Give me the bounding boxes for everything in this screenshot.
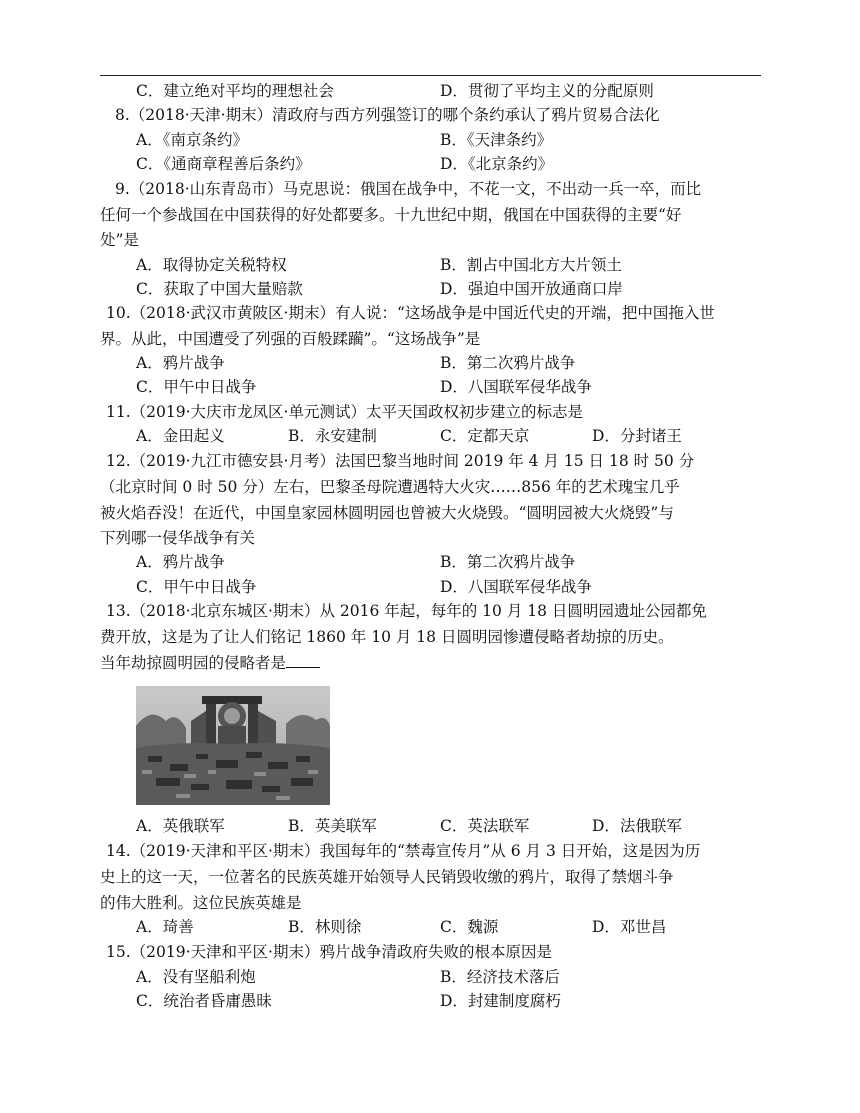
q14-stem-line-3: 的伟大胜利。这位民族英雄是: [100, 894, 302, 912]
q9-stem-line-3: 处”是: [100, 231, 139, 249]
q9-stem-line-2: 任何一个参战国在中国获得的好处都要多。十九世纪中期，俄国在中国获得的主要“好: [100, 206, 682, 224]
q8-option-a[interactable]: A．《南京条约》: [136, 131, 248, 149]
q15-option-c[interactable]: C．统治者昏庸愚昧: [136, 992, 272, 1010]
q8-option-c[interactable]: C．《通商章程善后条约》: [136, 155, 311, 173]
q14-stem-line-2: 史上的这一天，一位著名的民族英雄开始领导人民销毁收缴的鸦片，取得了禁烟斗争: [100, 868, 674, 886]
q11-option-d[interactable]: D．分封诸王: [592, 427, 682, 445]
q9-option-b[interactable]: B．割占中国北方大片领土: [440, 256, 622, 274]
q15-option-d[interactable]: D．封建制度腐朽: [440, 992, 561, 1010]
q9-option-c[interactable]: C．获取了中国大量赔款: [136, 280, 303, 298]
q13-option-d[interactable]: D．法俄联军: [592, 817, 682, 835]
q11-option-b[interactable]: B．永安建制: [288, 427, 377, 445]
q9-stem-line-1: 9.（2018·山东青岛市）马克思说：俄国在战争中，不花一文，不出动一兵一卒，而比: [115, 180, 702, 198]
q13-option-b[interactable]: B．英美联军: [288, 817, 377, 835]
answer-blank[interactable]: [286, 653, 320, 668]
q15-stem: 15.（2019·天津和平区·期末）鸦片战争清政府失败的根本原因是: [106, 943, 552, 961]
q9-option-a[interactable]: A．取得协定关税特权: [136, 256, 287, 274]
q14-stem-line-1: 14.（2019·天津和平区·期末）我国每年的“禁毒宣传月”从 6 月 3 日开始，这是因为历: [106, 842, 701, 860]
q12-stem-line-4: 下列哪一侵华战争有关: [100, 529, 256, 547]
q8-option-b[interactable]: B．《天津条约》: [440, 131, 553, 149]
q13-option-a[interactable]: A．英俄联军: [136, 817, 225, 835]
header-rule: [100, 75, 761, 76]
q12-option-b[interactable]: B．第二次鸦片战争: [440, 553, 576, 571]
q11-option-c[interactable]: C．定都天京: [440, 427, 530, 445]
q8-option-d[interactable]: D．《北京条约》: [440, 155, 554, 173]
q12-stem-line-3: 被火焰吞没！在近代，中国皇家园林圆明园也曾被大火烧毁。“圆明园被大火烧毁”与: [100, 504, 674, 522]
q13-stem-line-3: [100, 652, 320, 675]
q14-option-c[interactable]: C．魏源: [440, 918, 499, 936]
q12-option-d[interactable]: D．八国联军侵华战争: [440, 578, 592, 596]
q9-option-d[interactable]: D．强迫中国开放通商口岸: [440, 280, 623, 298]
q11-option-a[interactable]: A．金田起义: [136, 427, 225, 445]
q11-stem: 11.（2019·大庆市龙凤区·单元测试）太平天国政权初步建立的标志是: [106, 403, 583, 421]
yuanmingyuan-ruins-photo: [136, 686, 330, 805]
q10-stem-line-1: 10.（2018·武汉市黄陂区·期末）有人说：“这场战争是中国近代史的开端，把中国拖入世: [106, 304, 715, 322]
q10-option-b[interactable]: B．第二次鸦片战争: [440, 354, 576, 372]
q15-option-b[interactable]: B．经济技术落后: [440, 968, 560, 986]
q7-option-c[interactable]: C．建立绝对平均的理想社会: [136, 82, 334, 100]
q13-option-c[interactable]: C．英法联军: [440, 817, 530, 835]
q13-stem-line-1: 13.（2018·北京东城区·期末）从 2016 年起，每年的 10 月 18 日圆明园遗址公园都免: [106, 602, 707, 620]
q12-stem-line-2: （北京时间 0 时 50 分）左右，巴黎圣母院遭遇特大火灾……856 年的艺术瑰宝几乎: [100, 478, 680, 496]
q8-stem: 8.（2018·天津·期末）清政府与西方列强签订的哪个条约承认了鸦片贸易合法化: [115, 106, 660, 124]
q10-stem-line-2: 界。从此，中国遭受了列强的百般蹂躏”。“这场战争”是: [100, 330, 481, 348]
q15-option-a[interactable]: A．没有坚船利炮: [136, 968, 256, 986]
q10-option-d[interactable]: D．八国联军侵华战争: [440, 378, 592, 396]
q12-stem-line-1: 12.（2019·九江市德安县·月考）法国巴黎当地时间 2019 年 4 月 15 日 18 时 50 分: [106, 452, 695, 470]
q14-option-a[interactable]: A．琦善: [136, 918, 194, 936]
q12-option-a[interactable]: A．鸦片战争: [136, 553, 225, 571]
q10-option-c[interactable]: C．甲午中日战争: [136, 378, 257, 396]
q13-stem-line-2: 费开放，这是为了让人们铭记 1860 年 10 月 18 日圆明园惨遭侵略者劫掠的历史。: [100, 628, 674, 646]
q14-option-b[interactable]: B．林则徐: [288, 918, 362, 936]
q12-option-c[interactable]: C．甲午中日战争: [136, 578, 257, 596]
q13-stem-text: 当年劫掠圆明园的侵略者是: [100, 654, 287, 672]
q7-option-d[interactable]: D．贯彻了平均主义的分配原则: [440, 82, 654, 100]
q10-option-a[interactable]: A．鸦片战争: [136, 354, 225, 372]
q14-option-d[interactable]: D．邓世昌: [592, 918, 667, 936]
